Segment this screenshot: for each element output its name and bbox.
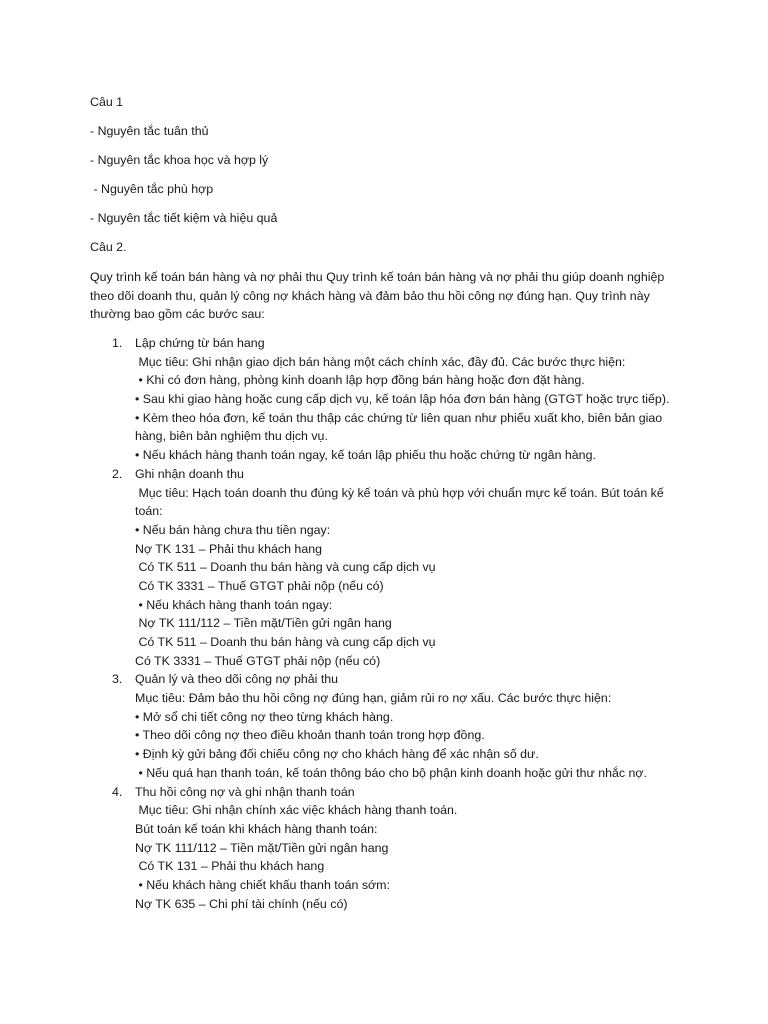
step-title: Ghi nhận doanh thu xyxy=(135,466,244,481)
cau1-item-4: - Nguyên tắc tiết kiệm và hiệu quả xyxy=(90,211,278,225)
step-line: • Khi có đơn hàng, phòng kinh doanh lập hợp đồng bán hàng hoặc đơn đặt hàng. xyxy=(135,373,585,388)
step-title: Quản lý và theo dõi công nợ phải thu xyxy=(135,672,339,687)
step-line: Có TK 131 – Phải thu khách hang xyxy=(135,859,325,874)
intro-line: theo dõi doanh thu, quản lý công nợ khách hàng và đảm bảo thu hồi công nợ đúng hạn. Quy trình này xyxy=(90,288,650,303)
step-2 xyxy=(90,465,710,671)
step-line: Mục tiêu: Ghi nhận chính xác việc khách hàng thanh toán. xyxy=(135,803,458,818)
step-line: Mục tiêu: Ghi nhận giao dịch bán hàng một cách chính xác, đầy đủ. Các bước thực hiện: xyxy=(135,354,626,369)
step-title: Thu hồi công nợ và ghi nhận thanh toán xyxy=(135,784,355,799)
step-line: Nợ TK 635 – Chi phí tài chính (nếu có) xyxy=(135,896,348,911)
step-line: • Mở sổ chi tiết công nợ theo từng khách hàng. xyxy=(135,709,394,724)
step-line: • Kèm theo hóa đơn, kế toán thu thập các chứng từ liên quan như phiếu xuất kho, biên bản giao xyxy=(135,410,663,425)
step-line: • Theo dõi công nợ theo điều khoản thanh toán trong hợp đồng. xyxy=(135,728,485,743)
step-1 xyxy=(90,334,710,465)
step-line: Có TK 511 – Doanh thu bán hàng và cung cấp dịch vụ xyxy=(135,560,436,575)
step-line: Mục tiêu: Hạch toán doanh thu đúng kỳ kế toán và phù hợp với chuẩn mực kế toán. Bút toán kế xyxy=(135,485,664,500)
step-line: • Định kỳ gửi bảng đối chiếu công nợ cho khách hàng để xác nhận số dư. xyxy=(135,747,539,762)
step-number: 1. xyxy=(112,336,123,350)
step-line: • Nếu khách hàng chiết khấu thanh toán sớm: xyxy=(135,877,390,892)
cau2-intro xyxy=(90,268,664,324)
step-line: Mục tiêu: Đảm bảo thu hồi công nợ đúng hạn, giảm rủi ro nợ xấu. Các bước thực hiện: xyxy=(135,691,612,706)
cau1-item-3: - Nguyên tắc phù hợp xyxy=(90,182,214,196)
step-number: 3. xyxy=(112,672,123,687)
step-line: hàng, biên bản nghiệm thu dịch vụ. xyxy=(135,429,328,444)
step-line: • Nếu bán hàng chưa thu tiền ngay: xyxy=(135,522,331,537)
step-line: • Nếu khách hàng thanh toán ngay: xyxy=(135,597,333,612)
step-3 xyxy=(90,670,710,782)
step-line: Có TK 511 – Doanh thu bán hàng và cung cấp dịch vụ xyxy=(135,635,436,649)
step-line: Nợ TK 131 – Phải thu khách hang xyxy=(135,541,322,556)
step-line: Nợ TK 111/112 – Tiền mặt/Tiền gửi ngân hang xyxy=(135,840,389,855)
step-line: Bút toán kế toán khi khách hàng thanh toán: xyxy=(135,821,378,836)
cau1-heading: Câu 1 xyxy=(90,95,124,109)
step-number: 4. xyxy=(112,784,123,799)
cau2-heading: Câu 2. xyxy=(90,240,127,254)
step-number: 2. xyxy=(112,466,123,481)
intro-line: thường bao gồm các bước sau: xyxy=(90,307,265,321)
step-line: Có TK 3331 – Thuế GTGT phải nộp (nếu có) xyxy=(135,578,384,593)
step-line: Nợ TK 111/112 – Tiền mặt/Tiền gửi ngân hang xyxy=(135,616,392,631)
step-line: • Nếu quá hạn thanh toán, kế toán thông báo cho bộ phận kinh doanh hoặc gửi thư nhắc nợ. xyxy=(135,765,647,780)
step-title: Lập chứng từ bán hang xyxy=(135,336,265,350)
cau1-item-1: - Nguyên tắc tuân thủ xyxy=(90,124,209,138)
step-line: Có TK 3331 – Thuế GTGT phải nộp (nếu có) xyxy=(135,653,381,668)
intro-line: Quy trình kế toán bán hàng và nợ phải thu Quy trình kế toán bán hàng và nợ phải thu giúp doanh nghiệp xyxy=(90,270,665,284)
step-line: • Nếu khách hàng thanh toán ngay, kế toán lập phiếu thu hoặc chứng từ ngân hàng. xyxy=(135,448,596,463)
step-line: • Sau khi giao hàng hoặc cung cấp dịch vụ, kế toán lập hóa đơn bán hàng (GTGT hoặc trực tiếp). xyxy=(135,392,670,407)
cau1-item-2: - Nguyên tắc khoa học và hợp lý xyxy=(90,153,269,167)
steps-list xyxy=(90,334,710,913)
step-4 xyxy=(90,783,710,914)
step-line: toán: xyxy=(135,504,163,519)
